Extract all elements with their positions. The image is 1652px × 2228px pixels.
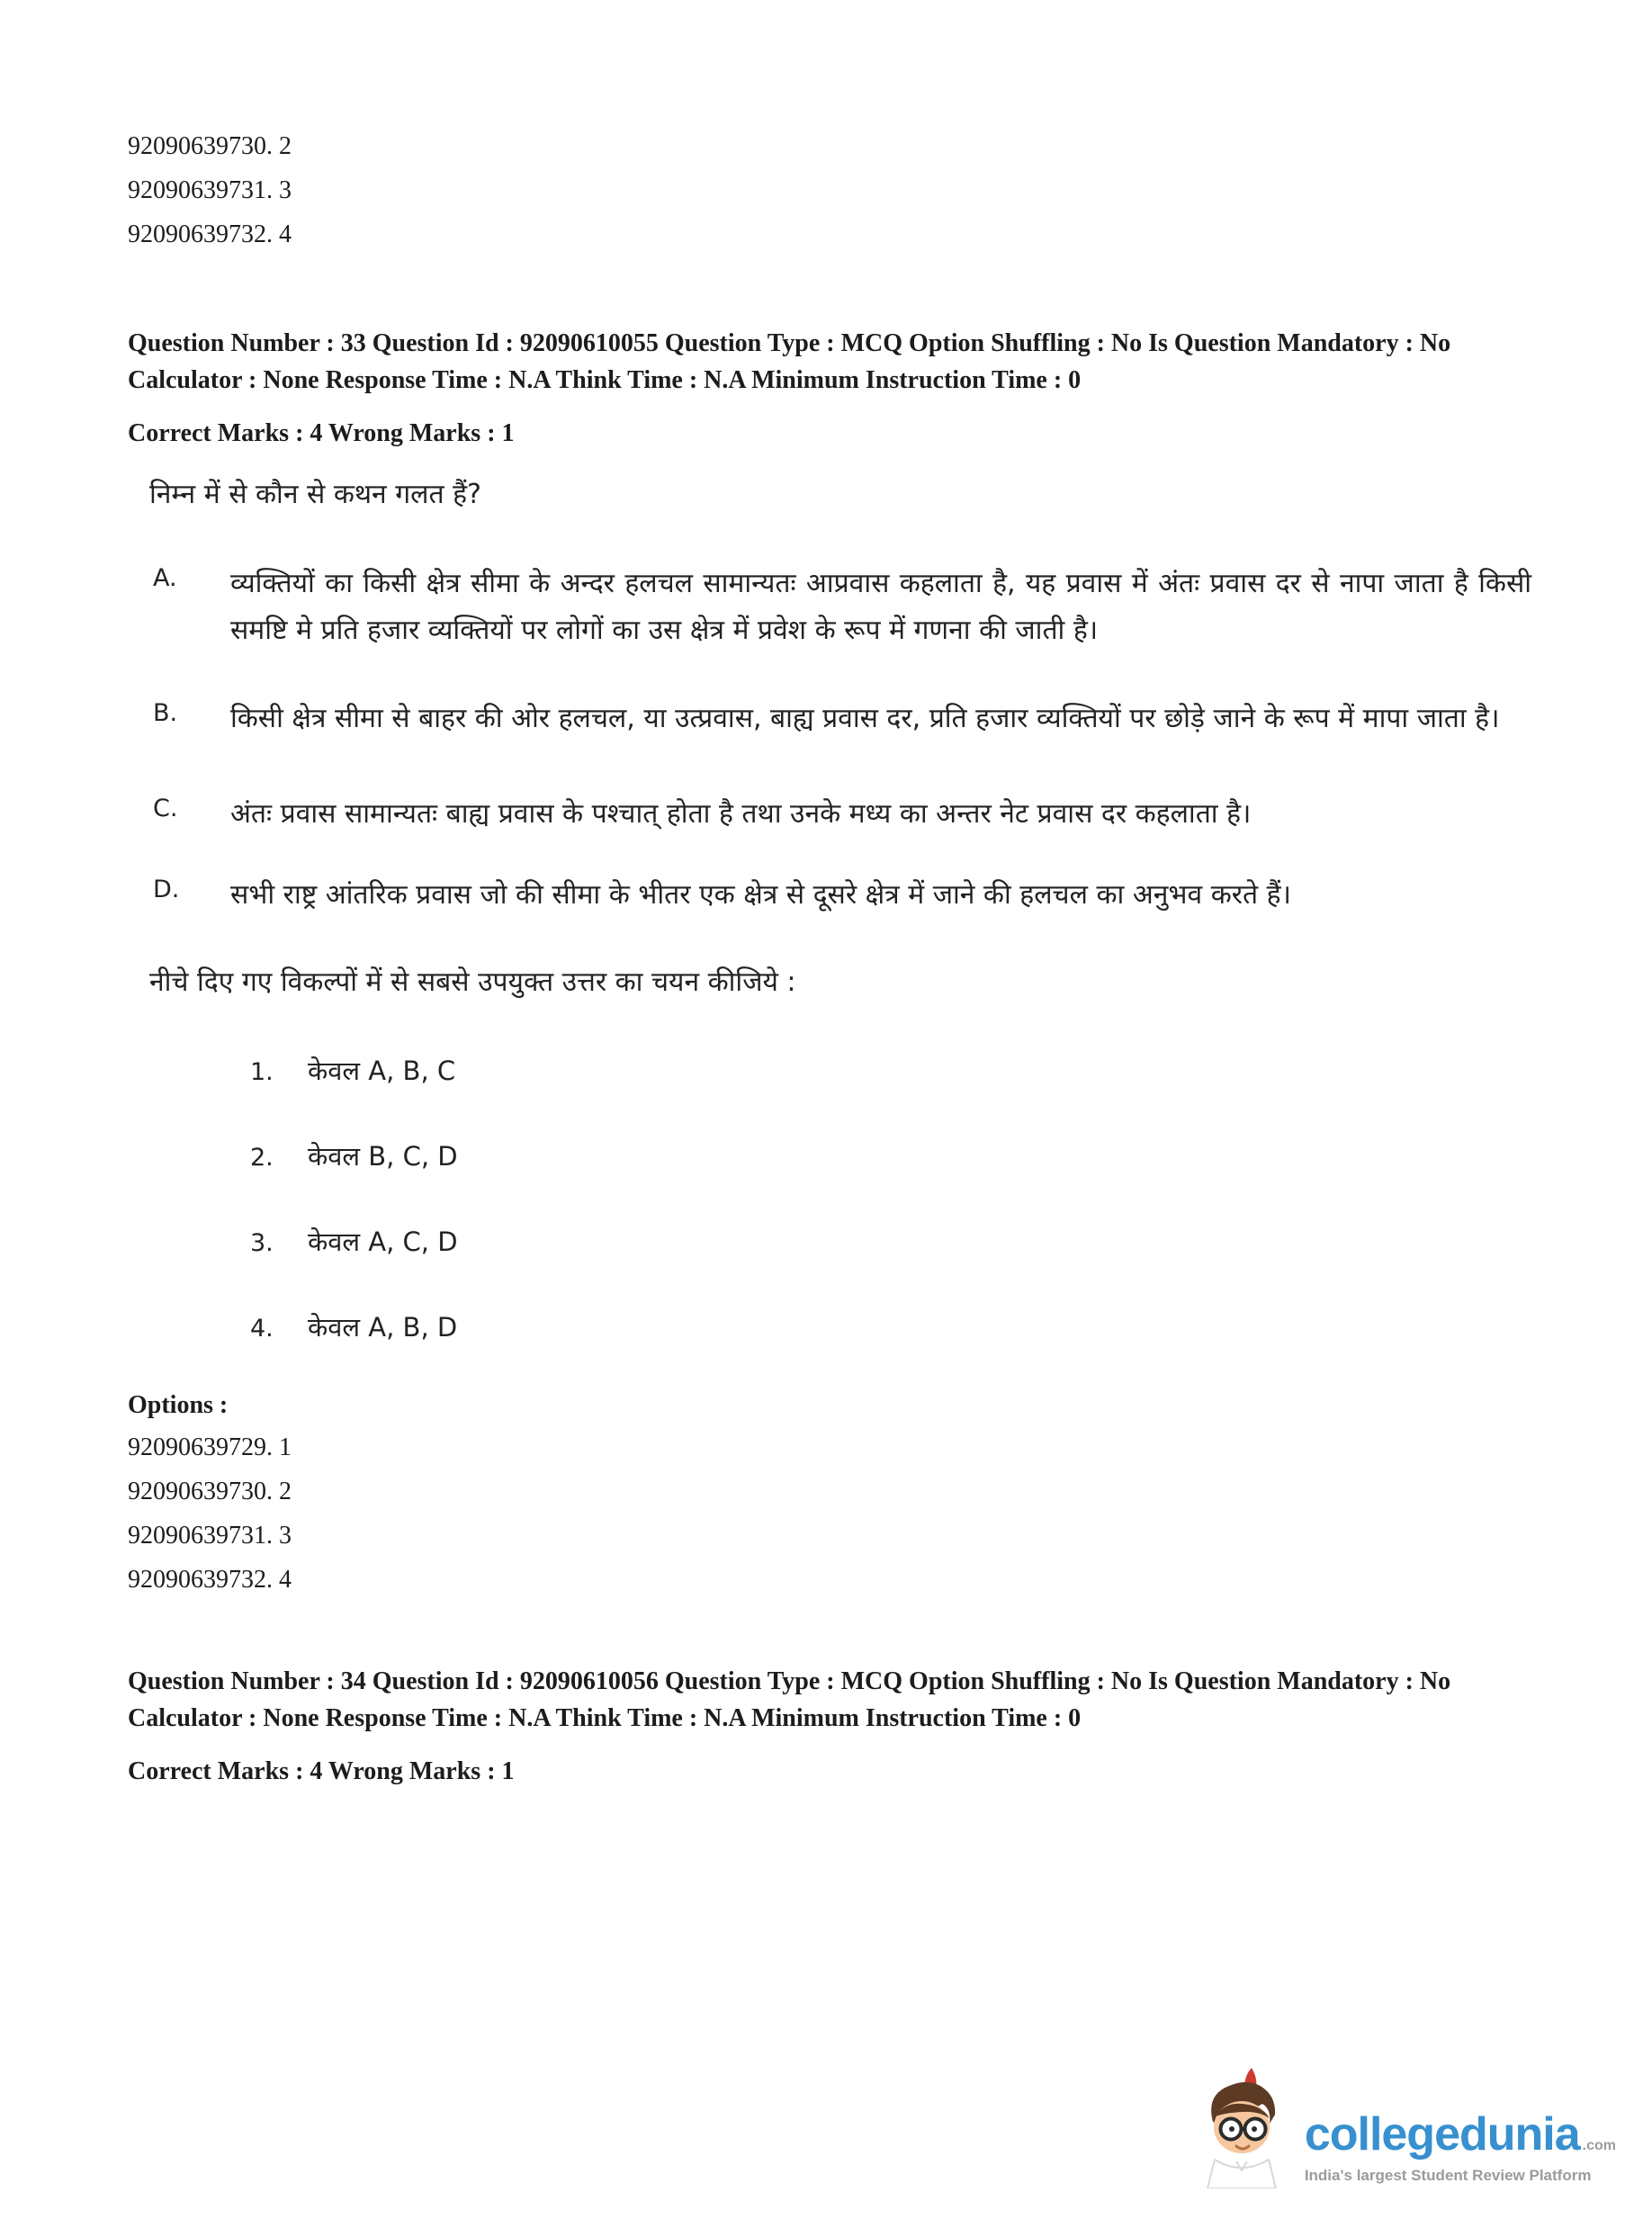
statement-d-text: सभी राष्ट्र आंतरिक प्रवास जो की सीमा के भीतर एक क्षेत्र से दूसरे क्षेत्र में जाने की हलचल का अनुभव करते हैं। xyxy=(230,879,1291,911)
answer-instruction: नीचे दिए गए विकल्पों में से सबसे उपयुक्त उत्तर का चयन कीजिये : xyxy=(149,966,796,998)
statement-c-label: C. xyxy=(153,795,178,822)
choice-4-text: केवल A, B, D xyxy=(308,1312,458,1343)
brand-tagline: India's largest Student Review Platform xyxy=(1304,2167,1592,2184)
option-id-line: 92090639731. 3 xyxy=(128,1522,292,1550)
choice-4-number: 4. xyxy=(250,1315,274,1343)
choice-2 xyxy=(128,1138,1535,1174)
choice-2-number: 2. xyxy=(250,1144,274,1172)
statement-b xyxy=(128,696,1531,742)
previous-question-option-ids xyxy=(128,124,1535,256)
choice-1 xyxy=(128,1053,1535,1089)
statement-d xyxy=(128,872,1531,919)
question-34-header: Question Number : 34 Question Id : 92090610056 Question Type : MCQ Option Shuffling : No Is Question Mandatory : No Calculator : None Response Time : N.A Think Time : N.A Minimum Instruction Time : 0 xyxy=(128,1667,1451,1732)
question-33-text: निम्न में से कौन से कथन गलत हैं? xyxy=(149,479,481,510)
option-id-line: 92090639732. 4 xyxy=(128,1566,292,1594)
statement-b-label: B. xyxy=(153,699,178,727)
brand-suffix: .com xyxy=(1582,2138,1616,2153)
option-id-line: 92090639730. 2 xyxy=(128,1478,292,1505)
statement-d-label: D. xyxy=(153,876,180,903)
question-33-header: Question Number : 33 Question Id : 92090610055 Question Type : MCQ Option Shuffling : No Is Question Mandatory : No Calculator : None Response Time : N.A Think Time : N.A Minimum Instruction Time : 0 xyxy=(128,329,1451,394)
option-id-line: 92090639732. 4 xyxy=(128,220,292,248)
statement-c-text: अंतः प्रवास सामान्यतः बाह्य प्रवास के पश्चात् होता है तथा उनके मध्य का अन्तर नेट प्रवास दर कहलाता है। xyxy=(230,798,1252,830)
statement-a-label: A. xyxy=(153,564,177,592)
question-33-marks: Correct Marks : 4 Wrong Marks : 1 xyxy=(128,419,515,447)
choice-4 xyxy=(128,1309,1535,1345)
choice-3-number: 3. xyxy=(250,1229,274,1257)
choice-3-text: केवल A, C, D xyxy=(308,1226,458,1257)
statement-a xyxy=(128,561,1531,654)
choice-3 xyxy=(128,1224,1535,1260)
statement-c xyxy=(128,791,1531,838)
collegedunia-wordmark xyxy=(1305,2107,1616,2188)
option-id-line: 92090639730. 2 xyxy=(128,132,292,160)
statement-b-text: किसी क्षेत्र सीमा से बाहर की ओर हलचल, या उत्प्रवास, बाह्य प्रवास दर, प्रति हजार व्यक्तियों पर छोड़े जाने के रूप में मापा जाता है। xyxy=(230,703,1500,734)
choice-2-text: केवल B, C, D xyxy=(308,1141,458,1172)
question-34-marks: Correct Marks : 4 Wrong Marks : 1 xyxy=(128,1757,515,1785)
collegedunia-mascot-icon xyxy=(1195,2066,1290,2188)
question-33-option-ids xyxy=(128,1425,1535,1602)
brand-name: collegedunia xyxy=(1304,2108,1580,2161)
option-id-line: 92090639731. 3 xyxy=(128,176,292,204)
options-label: Options : xyxy=(128,1391,229,1419)
collegedunia-logo xyxy=(1195,2066,1616,2188)
choice-1-text: केवल A, B, C xyxy=(308,1056,456,1086)
option-id-line: 92090639729. 1 xyxy=(128,1433,292,1461)
choice-1-number: 1. xyxy=(250,1058,274,1086)
statement-a-text: व्यक्तियों का किसी क्षेत्र सीमा के अन्दर हलचल सामान्यतः आप्रवास कहलाता है, यह प्रवास में अंतः प्रवास दर से नापा जाता है किसी समष्टि मे प्रति हजार व्यक्तियों पर लोगों का उस क्षेत्र में प्रवेश के रूप में गणना की जाती है। xyxy=(230,568,1531,646)
